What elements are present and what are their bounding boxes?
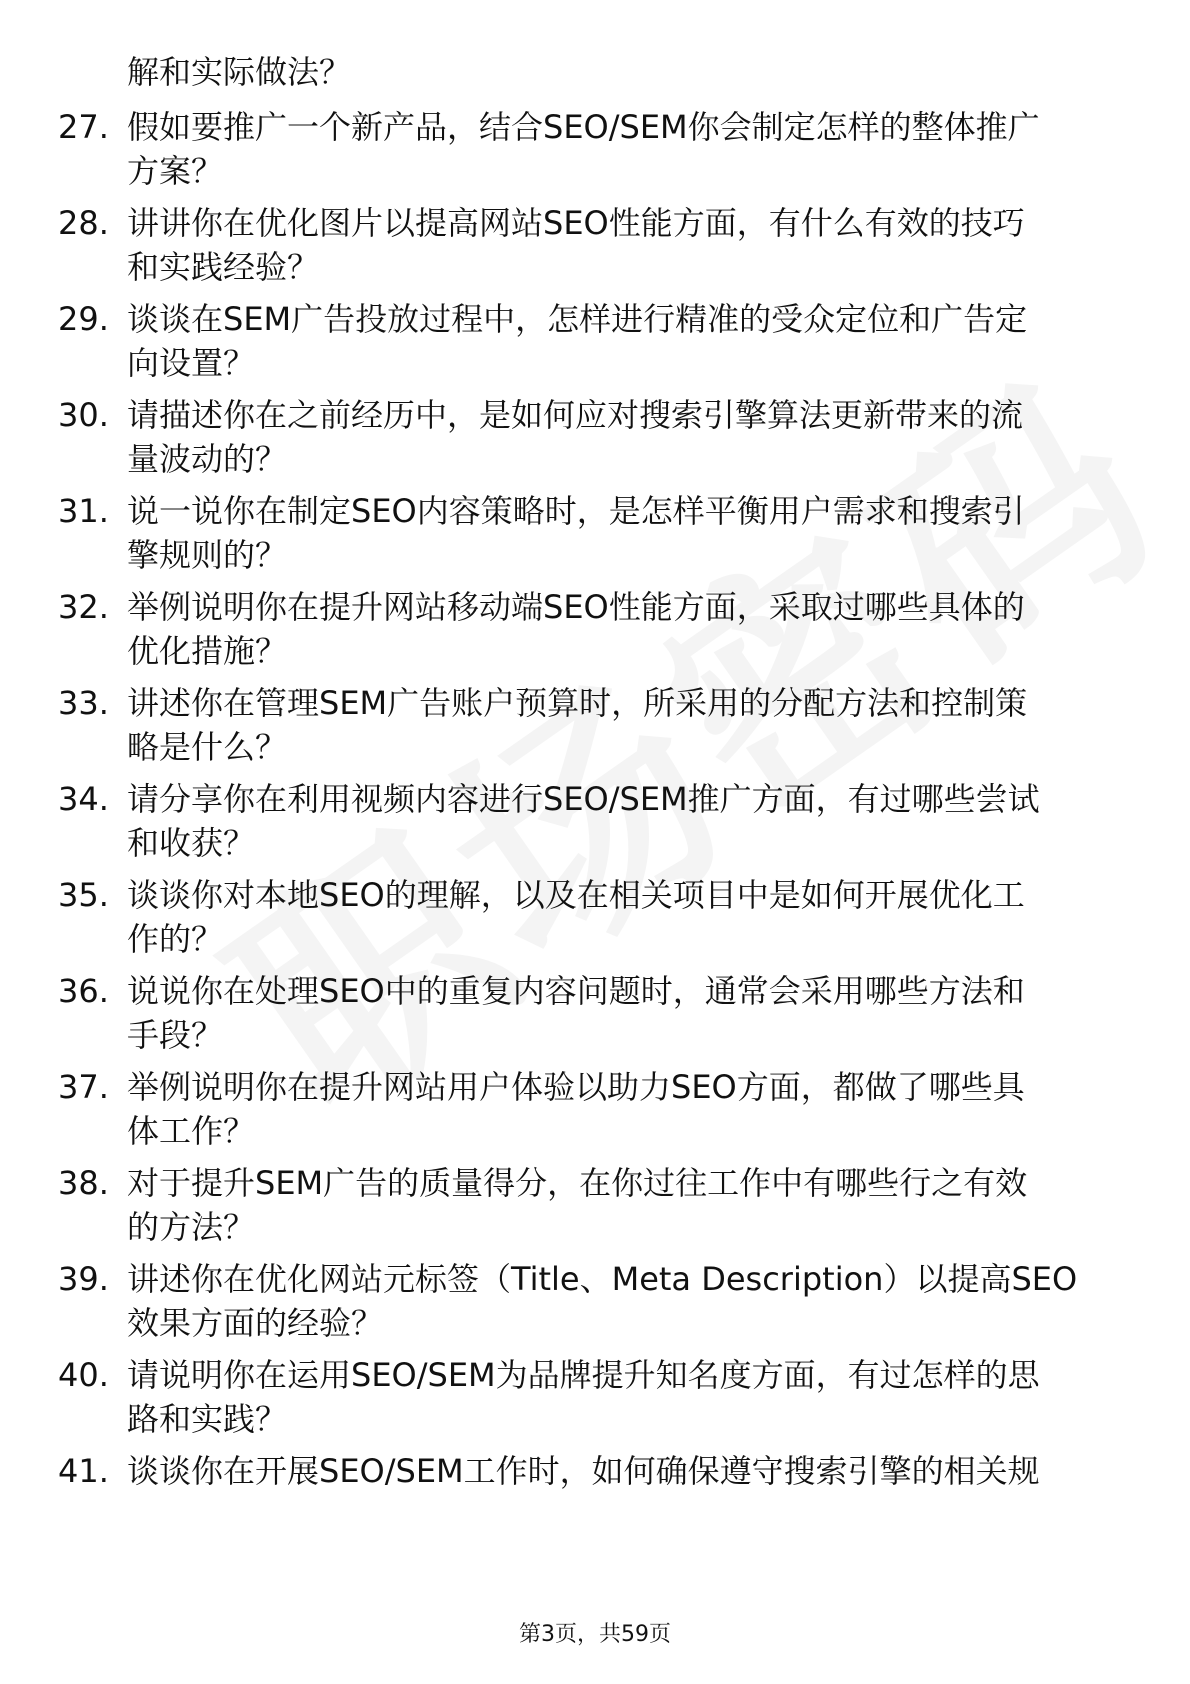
question-line: 和收获？ bbox=[127, 824, 256, 862]
question-number: 32. bbox=[58, 588, 109, 626]
question-number: 40. bbox=[58, 1356, 109, 1394]
question-line: 谈谈你在开展SEO/SEM工作时，如何确保遵守搜索引擎的相关规 bbox=[127, 1452, 1040, 1490]
question-item-27 bbox=[0, 105, 1190, 201]
question-text bbox=[127, 489, 1137, 577]
question-line: 向设置？ bbox=[127, 344, 256, 382]
question-line: 优化措施？ bbox=[127, 632, 288, 670]
question-text bbox=[127, 681, 1137, 769]
question-item-41 bbox=[0, 1449, 1190, 1545]
question-line: 体工作？ bbox=[127, 1112, 256, 1150]
question-line: 说一说你在制定SEO内容策略时，是怎样平衡用户需求和搜索引 bbox=[127, 492, 1025, 530]
question-line: 手段？ bbox=[127, 1016, 224, 1054]
question-line: 和实践经验？ bbox=[127, 248, 320, 286]
question-text bbox=[127, 585, 1137, 673]
question-item-36 bbox=[0, 969, 1190, 1065]
question-line: 举例说明你在提升网站用户体验以助力SEO方面，都做了哪些具 bbox=[127, 1068, 1025, 1106]
question-number: 36. bbox=[58, 972, 109, 1010]
question-line: 讲述你在优化网站元标签（Title、Meta Description）以提高SEO bbox=[127, 1260, 1078, 1298]
question-line: 量波动的？ bbox=[127, 440, 288, 478]
question-text bbox=[127, 873, 1137, 961]
question-number: 39. bbox=[58, 1260, 109, 1298]
question-item-35 bbox=[0, 873, 1190, 969]
question-text bbox=[127, 1353, 1137, 1441]
question-number: 35. bbox=[58, 876, 109, 914]
question-line: 举例说明你在提升网站移动端SEO性能方面，采取过哪些具体的 bbox=[127, 588, 1025, 626]
question-number: 28. bbox=[58, 204, 109, 242]
question-number: 31. bbox=[58, 492, 109, 530]
question-item-31 bbox=[0, 489, 1190, 585]
question-line: 讲述你在管理SEM广告账户预算时，所采用的分配方法和控制策 bbox=[127, 684, 1028, 722]
question-number: 37. bbox=[58, 1068, 109, 1106]
question-item-37 bbox=[0, 1065, 1190, 1161]
question-line: 请说明你在运用SEO/SEM为品牌提升知名度方面，有过怎样的思 bbox=[127, 1356, 1040, 1394]
question-line: 请描述你在之前经历中，是如何应对搜索引擎算法更新带来的流 bbox=[127, 396, 1024, 434]
question-text bbox=[127, 297, 1137, 385]
question-number: 27. bbox=[58, 108, 109, 146]
question-item-30 bbox=[0, 393, 1190, 489]
question-text bbox=[127, 969, 1137, 1057]
question-line: 略是什么？ bbox=[127, 728, 288, 766]
continued-question-text: 解和实际做法？ bbox=[127, 53, 352, 91]
question-line: 作的？ bbox=[127, 920, 224, 958]
question-item-40 bbox=[0, 1353, 1190, 1449]
question-number: 29. bbox=[58, 300, 109, 338]
question-text bbox=[127, 777, 1137, 865]
question-line: 的方法？ bbox=[127, 1208, 256, 1246]
question-number: 34. bbox=[58, 780, 109, 818]
question-line: 方案？ bbox=[127, 152, 224, 190]
question-line: 说说你在处理SEO中的重复内容问题时，通常会采用哪些方法和 bbox=[127, 972, 1025, 1010]
question-line: 假如要推广一个新产品，结合SEO/SEM你会制定怎样的整体推广 bbox=[127, 108, 1040, 146]
question-line: 擎规则的？ bbox=[127, 536, 288, 574]
question-text bbox=[127, 1065, 1137, 1153]
question-text bbox=[127, 1257, 1137, 1345]
question-text bbox=[127, 393, 1137, 481]
page-number-footer: 第3页，共59页 bbox=[519, 1622, 671, 1647]
question-number: 38. bbox=[58, 1164, 109, 1202]
question-text bbox=[127, 201, 1137, 289]
question-item-34 bbox=[0, 777, 1190, 873]
question-number: 30. bbox=[58, 396, 109, 434]
question-number: 41. bbox=[58, 1452, 109, 1490]
question-item-39 bbox=[0, 1257, 1190, 1353]
question-text bbox=[127, 1161, 1137, 1249]
question-item-38 bbox=[0, 1161, 1190, 1257]
question-number: 33. bbox=[58, 684, 109, 722]
question-line: 请分享你在利用视频内容进行SEO/SEM推广方面，有过哪些尝试 bbox=[127, 780, 1040, 818]
question-item-33 bbox=[0, 681, 1190, 777]
question-line: 对于提升SEM广告的质量得分，在你过往工作中有哪些行之有效 bbox=[127, 1164, 1028, 1202]
question-line: 效果方面的经验？ bbox=[127, 1304, 384, 1342]
question-text bbox=[127, 1449, 1137, 1493]
question-item-29 bbox=[0, 297, 1190, 393]
question-line: 谈谈你对本地SEO的理解，以及在相关项目中是如何开展优化工 bbox=[127, 876, 1025, 914]
question-text bbox=[127, 105, 1137, 193]
question-line: 谈谈在SEM广告投放过程中，怎样进行精准的受众定位和广告定 bbox=[127, 300, 1028, 338]
question-line: 路和实践？ bbox=[127, 1400, 288, 1438]
question-item-28 bbox=[0, 201, 1190, 297]
question-item-32 bbox=[0, 585, 1190, 681]
question-line: 讲讲你在优化图片以提高网站SEO性能方面，有什么有效的技巧 bbox=[127, 204, 1025, 242]
